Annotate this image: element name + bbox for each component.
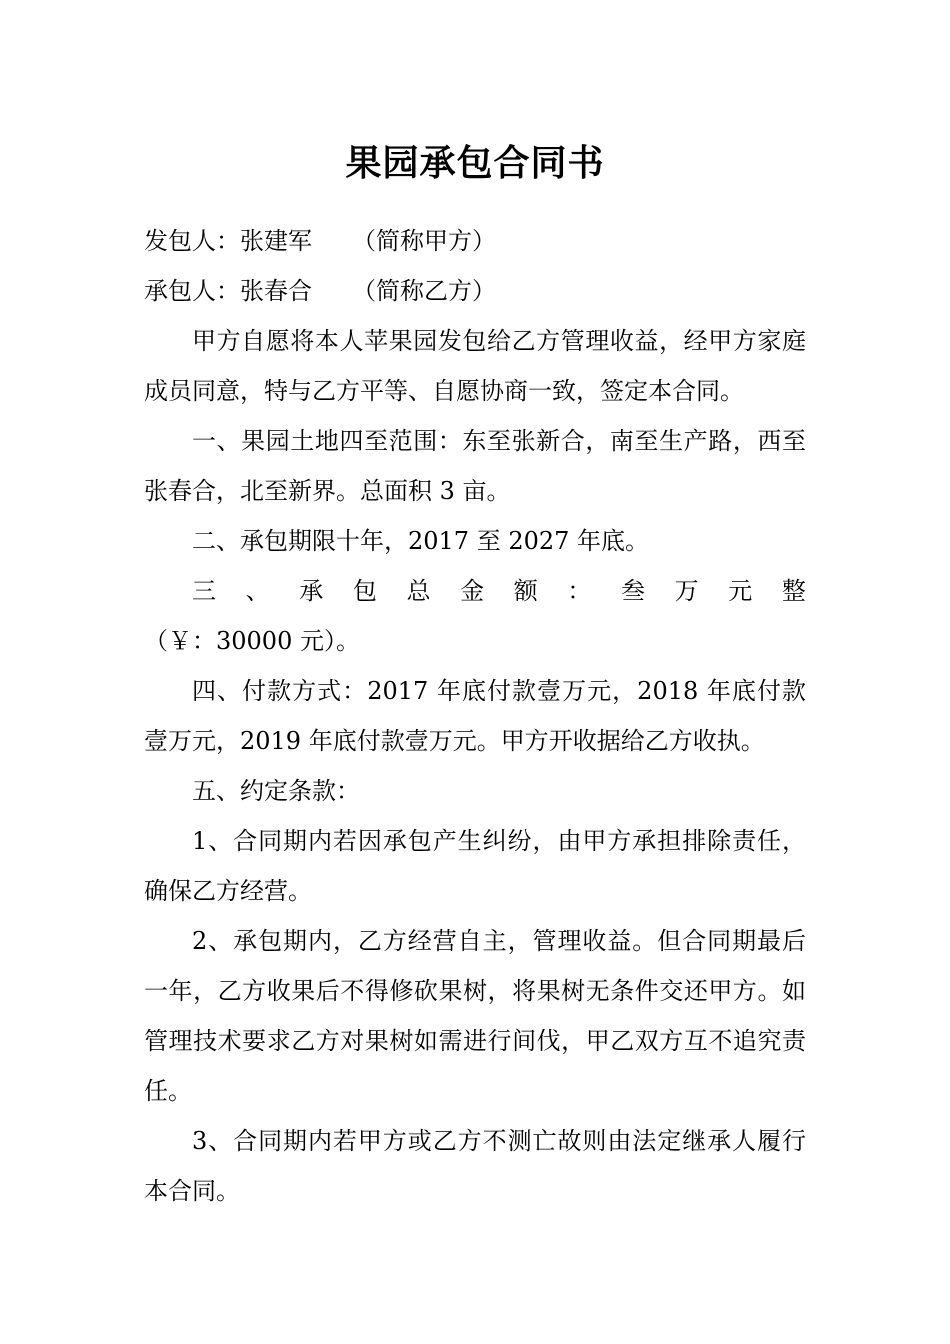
clause-3-amount-figure: （￥：30000 元）。	[144, 627, 360, 655]
clause-3-char: 额	[513, 577, 538, 605]
clause-3-amount-line	[144, 566, 806, 616]
contract-body	[144, 216, 806, 1216]
clause-2-term: 二、承包期限十年，2017 至 2027 年底。	[192, 527, 650, 555]
clause-3-char: 、	[245, 577, 270, 605]
contractee-name: 张春合	[240, 277, 312, 305]
clause-3-char: 承	[299, 577, 324, 605]
contractee-alias: （简称乙方）	[352, 277, 496, 305]
term-2: 2、承包期内，乙方经营自主，管理收益。但合同期最后一年，乙方收果后不得修砍果树，将果树无条件交还甲方。如管理技术要求乙方对果树如需进行间伐，甲乙双方互不追究责任。	[144, 927, 806, 1105]
clause-3-char: 三	[192, 577, 216, 605]
contractee-line	[144, 266, 806, 316]
contractor-role: 发包人：	[144, 227, 240, 255]
clause-5-heading: 五、约定条款：	[192, 777, 360, 805]
document-title: 果园承包合同书	[345, 143, 605, 185]
contractor-line	[144, 216, 806, 266]
term-3: 3、合同期内若甲方或乙方不测亡故则由法定继承人履行本合同。	[144, 1127, 806, 1205]
term-1: 1、合同期内若因承包产生纠纷，由甲方承担排除责任，确保乙方经营。	[144, 827, 806, 905]
clause-1-boundaries: 一、果园土地四至范围：东至张新合，南至生产路，西至张春合，北至新界。总面积 3 亩。	[144, 427, 806, 505]
clause-3-char: 元	[728, 577, 753, 605]
clause-3-char: 包	[352, 577, 377, 605]
clause-3-char: ：	[567, 577, 592, 605]
clause-3-char: 整	[781, 577, 806, 605]
clause-3-char: 总	[406, 577, 431, 605]
contractor-alias: （简称甲方）	[352, 227, 496, 255]
contractee-role: 承包人：	[144, 277, 240, 305]
clause-4-payment: 四、付款方式：2017 年底付款壹万元，2018 年底付款壹万元，2019 年底付款壹万元。甲方开收据给乙方收执。	[144, 677, 806, 755]
clause-3-char: 万	[674, 577, 699, 605]
clause-3-char: 叁	[621, 577, 645, 605]
intro-paragraph: 甲方自愿将本人苹果园发包给乙方管理收益，经甲方家庭成员同意，特与乙方平等、自愿协商一致，签定本合同。	[144, 327, 806, 405]
contractor-name: 张建军	[240, 227, 312, 255]
clause-3-char: 金	[460, 577, 485, 605]
